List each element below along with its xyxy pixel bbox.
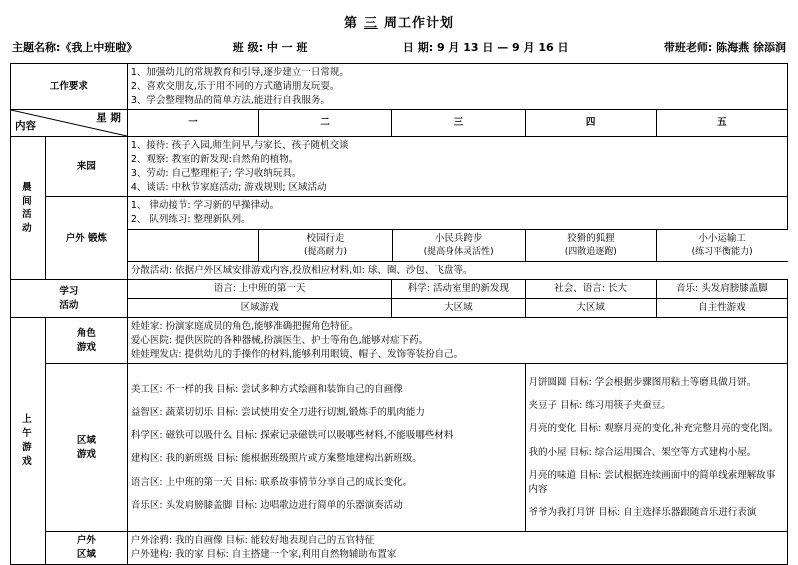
study-cell-2: 科学: 活动室里的新发现 xyxy=(392,280,525,299)
teacher-field xyxy=(664,39,786,55)
outdoor-area-label xyxy=(45,532,127,565)
outdoor-game-cell xyxy=(525,230,656,261)
weekday-label: 星 期 xyxy=(96,112,121,125)
outdoor-exercise-label xyxy=(45,197,127,280)
title-suffix: 周工作计划 xyxy=(384,16,455,31)
arrival-label: 来园 xyxy=(45,137,127,197)
class-field xyxy=(233,39,308,55)
table-row-area-games xyxy=(11,364,788,532)
outdoor-area-label-line2: 区域 xyxy=(76,548,96,560)
outdoor-top-item: 1、 律动接节: 学习新的早操律动。 xyxy=(130,200,280,212)
role-game-item: 爱心医院: 提供医院的各种器械,扮演医生、护士等角色,能够对症下药。 xyxy=(130,334,429,346)
study-cell2-1: 区域游戏 xyxy=(127,299,391,318)
arrival-item: 1、接待: 孩子入园,师生问早,与家长、孩子随机交谈 xyxy=(130,140,349,152)
study-activity-label xyxy=(11,280,128,318)
table-row-study-2 xyxy=(11,299,788,318)
outdoor-bottom-cell: 分散活动: 依据户外区域安排游戏内容,投放相应材料,如: 球、圈、沙包、飞盘等。 xyxy=(128,261,788,279)
outdoor-game-note: (四散追逐跑) xyxy=(564,246,617,257)
area-game-item: 我的小屋 目标: 综合运用围合、架空等方式建构小屋。 xyxy=(528,446,757,458)
arrival-item: 3、劳动: 自己整理柜子; 学习收纳玩具。 xyxy=(130,167,302,179)
table-row-outdoor-area xyxy=(11,532,788,565)
outdoor-top-cell xyxy=(127,197,787,230)
diagonal-header-cell xyxy=(11,110,127,136)
role-games-cell xyxy=(127,318,787,364)
table-row-outdoor-top xyxy=(11,197,788,230)
outdoor-game-cell xyxy=(656,230,787,261)
outdoor-game-name: 狡猾的狐狸 xyxy=(567,232,615,244)
study-activity-label-line1: 学习 xyxy=(59,285,79,297)
arrival-item: 4、谈话: 中秋节家庭活动; 游戏规则; 区域活动 xyxy=(130,181,327,193)
area-games-label xyxy=(45,364,127,532)
outdoor-area-item: 户外建构: 我的家 目标: 自主搭建一个家,利用自然物辅助布置家 xyxy=(130,548,397,560)
page-title xyxy=(10,12,788,31)
area-game-item: 建构区: 我的新班级 目标: 能根据班级照片或方案整地建构出新班级。 xyxy=(130,453,422,465)
teacher-label: 带班老师: xyxy=(663,41,713,54)
requirements-cell xyxy=(127,64,787,110)
outdoor-game-name: 小小运输工 xyxy=(698,232,746,244)
study-activity-label-line2: 活动 xyxy=(59,299,79,311)
outdoor-area-cell xyxy=(127,532,787,565)
arrival-item: 2、观察: 教室的新发现:自然角的植物。 xyxy=(130,154,299,166)
area-games-label-line1: 区域 xyxy=(76,434,96,446)
outdoor-game-note: (练习平衡能力) xyxy=(691,246,753,257)
title-week-number: 三 xyxy=(363,16,378,31)
afternoon-games-label: 上 午 游 戏 xyxy=(11,318,46,565)
date-value: 9 月 13 日 — 9 月 16 日 xyxy=(436,41,569,54)
weekday-col-2: 二 xyxy=(259,110,392,137)
area-game-item: 美工区: 不一样的我 目标: 尝试多种方式绘画和装饰自己的自画像 xyxy=(130,383,403,395)
content-label: 内容 xyxy=(15,120,36,133)
role-game-item: 娃娃理发店: 提供幼儿的手操作的材料,能够利用眼镜、帽子、发饰等装扮自己。 xyxy=(130,348,464,360)
requirement-item: 1、加强幼儿的常规教育和引导,逐步建立一日常规。 xyxy=(130,67,349,78)
outdoor-area-item: 户外涂鸦: 我的自画像 目标: 能较好地表现自己的五官特征 xyxy=(130,535,375,547)
weekday-col-5: 五 xyxy=(656,110,787,137)
outdoor-game-cell xyxy=(259,230,392,261)
outdoor-top-item: 2、 队列练习: 整理新队列。 xyxy=(130,214,251,226)
weekday-col-3: 三 xyxy=(392,110,525,137)
theme-value: 《我上中班啦》 xyxy=(60,41,138,54)
role-game-item: 娃娃家: 扮演家庭成员的角色,能够准确把握角色特征。 xyxy=(130,321,359,332)
outdoor-area-label-line1: 户外 xyxy=(76,535,96,547)
table-row-requirements xyxy=(11,64,788,110)
outdoor-games-row xyxy=(128,230,788,261)
role-games-label-line2: 游戏 xyxy=(76,341,96,353)
theme-field xyxy=(12,39,137,55)
content-weekday-header xyxy=(11,110,128,137)
morning-activity-label: 晨 间 活 动 xyxy=(11,137,46,280)
table-row-header xyxy=(11,110,788,137)
study-cell2-3: 大区域 xyxy=(525,299,656,318)
area-game-item: 科学区: 磁铁可以吸什么 目标: 探索记录磁铁可以吸哪些材料,不能吸哪些材料 xyxy=(130,430,454,442)
weekday-col-4: 四 xyxy=(525,110,656,137)
teacher-value: 陈海燕 徐添润 xyxy=(716,41,786,54)
area-game-item: 语言区: 上中班的第一天 目标: 联系故事情节分享自己的成长变化。 xyxy=(130,476,413,488)
requirement-item: 2、喜欢交朋友,乐于用不同的方式邀请朋友玩耍。 xyxy=(130,80,340,92)
area-game-item: 月亮的变化 目标: 观察月亮的变化,补充完整月亮的变化图。 xyxy=(528,423,779,435)
table-row-arrival xyxy=(11,137,788,197)
study-cell-4: 音乐: 头发肩膀膝盖脚 xyxy=(656,280,787,299)
study-cell2-2: 大区域 xyxy=(392,299,525,318)
area-game-item: 音乐区: 头发肩膀膝盖脚 目标: 边唱歌边进行简单的乐器演奏活动 xyxy=(130,500,403,511)
table-row-outdoor-games xyxy=(11,229,788,280)
outdoor-game-cell xyxy=(392,230,525,261)
requirement-item: 3、学会整理物品的简单方法,能进行自我服务。 xyxy=(130,94,330,106)
role-games-label-line1: 角色 xyxy=(76,327,96,339)
study-cell-3: 社会、语言: 长大 xyxy=(525,280,656,299)
table-row-study-1 xyxy=(11,280,788,299)
area-games-cell-left xyxy=(127,364,525,532)
weekly-plan-table xyxy=(10,63,788,565)
area-games-label-line2: 游戏 xyxy=(76,448,96,460)
outdoor-game-name: 校园行走 xyxy=(306,232,345,244)
area-game-item: 爷爷为我打月饼 目标: 自主选择乐器跟随音乐进行表演 xyxy=(528,506,757,518)
requirements-label: 工作要求 xyxy=(11,64,128,110)
area-game-item: 益智区: 蔬菜切切乐 目标: 尝试使用安全刀进行切割,锻炼手的肌肉能力 xyxy=(130,406,425,418)
study-cell-1: 语言: 上中班的第一天 xyxy=(127,280,391,299)
theme-label: 主题名称: xyxy=(12,41,61,54)
class-value: 中 一 班 xyxy=(266,41,308,54)
class-label: 班 级: xyxy=(232,41,263,54)
area-game-item: 月亮的味道 目标: 尝试根据连续画面中的简单线索理解故事内容 xyxy=(528,469,776,495)
outdoor-game-note: (提高耐力) xyxy=(304,246,348,257)
title-prefix: 第 xyxy=(343,16,358,31)
outdoor-games-subtable xyxy=(128,230,788,280)
area-games-cell-right xyxy=(525,364,787,532)
area-game-item: 月饼圆圆 目标: 学会根据步骤图用粘土等磨具做月饼。 xyxy=(528,376,757,388)
outdoor-bottom-row xyxy=(128,261,788,279)
meta-row xyxy=(10,39,788,55)
outdoor-game-note: (提高身体灵活性) xyxy=(423,246,494,257)
table-row-role-games xyxy=(11,318,788,364)
weekday-col-1: 一 xyxy=(127,110,258,137)
arrival-cell xyxy=(127,137,787,197)
date-label: 日 期: xyxy=(402,41,434,54)
area-game-item: 夹豆子 目标: 练习用筷子夹蚕豆。 xyxy=(528,400,671,412)
outdoor-game-name: 小民兵跨步 xyxy=(434,232,483,244)
outdoor-exercise-label-line1: 户外 锻炼 xyxy=(65,232,107,244)
study-cell2-4: 自主性游戏 xyxy=(656,299,787,318)
date-field xyxy=(403,39,569,55)
role-games-label xyxy=(45,318,127,364)
